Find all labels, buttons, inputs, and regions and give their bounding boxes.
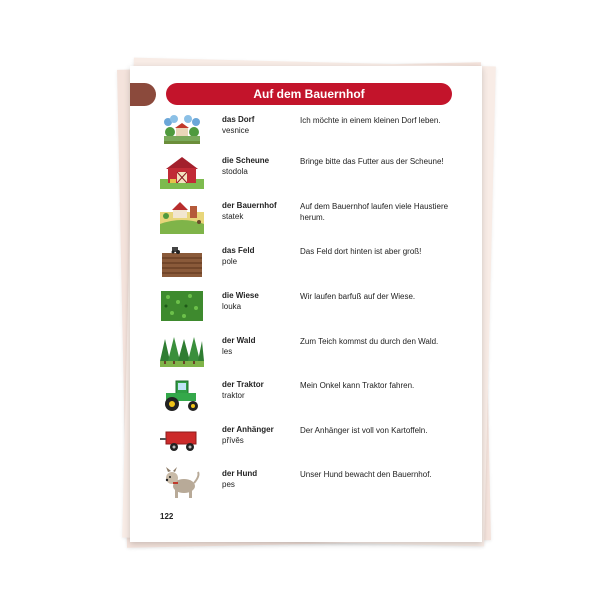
village-icon [160,112,204,148]
czech-word: les [222,347,233,356]
example-sentence: Mein Onkel kann Traktor fahren. [300,381,415,390]
german-word: der Anhänger [222,425,274,434]
vocab-row [160,422,460,462]
vocab-row [160,198,460,238]
german-word: das Dorf [222,115,255,124]
czech-word: statek [222,212,244,221]
forest-icon [160,333,204,369]
czech-word: pes [222,480,235,489]
dog-icon [160,466,204,502]
czech-word: pole [222,257,238,266]
field-icon [160,243,204,279]
page-header [166,83,452,105]
example-sentence: Zum Teich kommst du durch den Wald. [300,337,439,346]
german-word: das Feld [222,246,255,255]
german-word: die Wiese [222,291,259,300]
example-sentence: Der Anhänger ist voll von Kartoffeln. [300,426,428,435]
czech-word: přívěs [222,436,244,445]
czech-word: louka [222,302,242,311]
example-sentence: Bringe bitte das Futter aus der Scheune! [300,157,444,166]
example-sentence: Wir laufen barfuß auf der Wiese. [300,292,416,301]
czech-word: vesnice [222,126,250,135]
vocab-row [160,153,460,193]
german-word: der Wald [222,336,256,345]
czech-word: traktor [222,391,245,400]
farm-icon [160,198,204,234]
example-sentence: Unser Hund bewacht den Bauernhof. [300,470,432,479]
section-tab [130,83,156,106]
vocab-row [160,112,460,152]
german-word: der Hund [222,469,258,478]
example-sentence: Auf dem Bauernhof laufen viele Haustiere herum. [300,202,449,222]
czech-word: stodola [222,167,248,176]
vocab-row [160,243,460,283]
german-word: der Traktor [222,380,264,389]
page-number: 122 [160,512,174,521]
german-word: die Scheune [222,156,270,165]
page-title: Auf dem Bauernhof [253,87,365,101]
trailer-icon [160,422,204,458]
vocab-row [160,288,460,328]
german-word: der Bauernhof [222,201,277,210]
barn-icon [160,153,204,189]
example-sentence: Das Feld dort hinten ist aber groß! [300,247,422,256]
vocab-row [160,466,460,506]
tractor-icon [160,377,204,413]
example-sentence: Ich möchte in einem kleinen Dorf leben. [300,116,441,125]
vocab-row [160,333,460,373]
meadow-icon [160,288,204,324]
vocab-row [160,377,460,417]
